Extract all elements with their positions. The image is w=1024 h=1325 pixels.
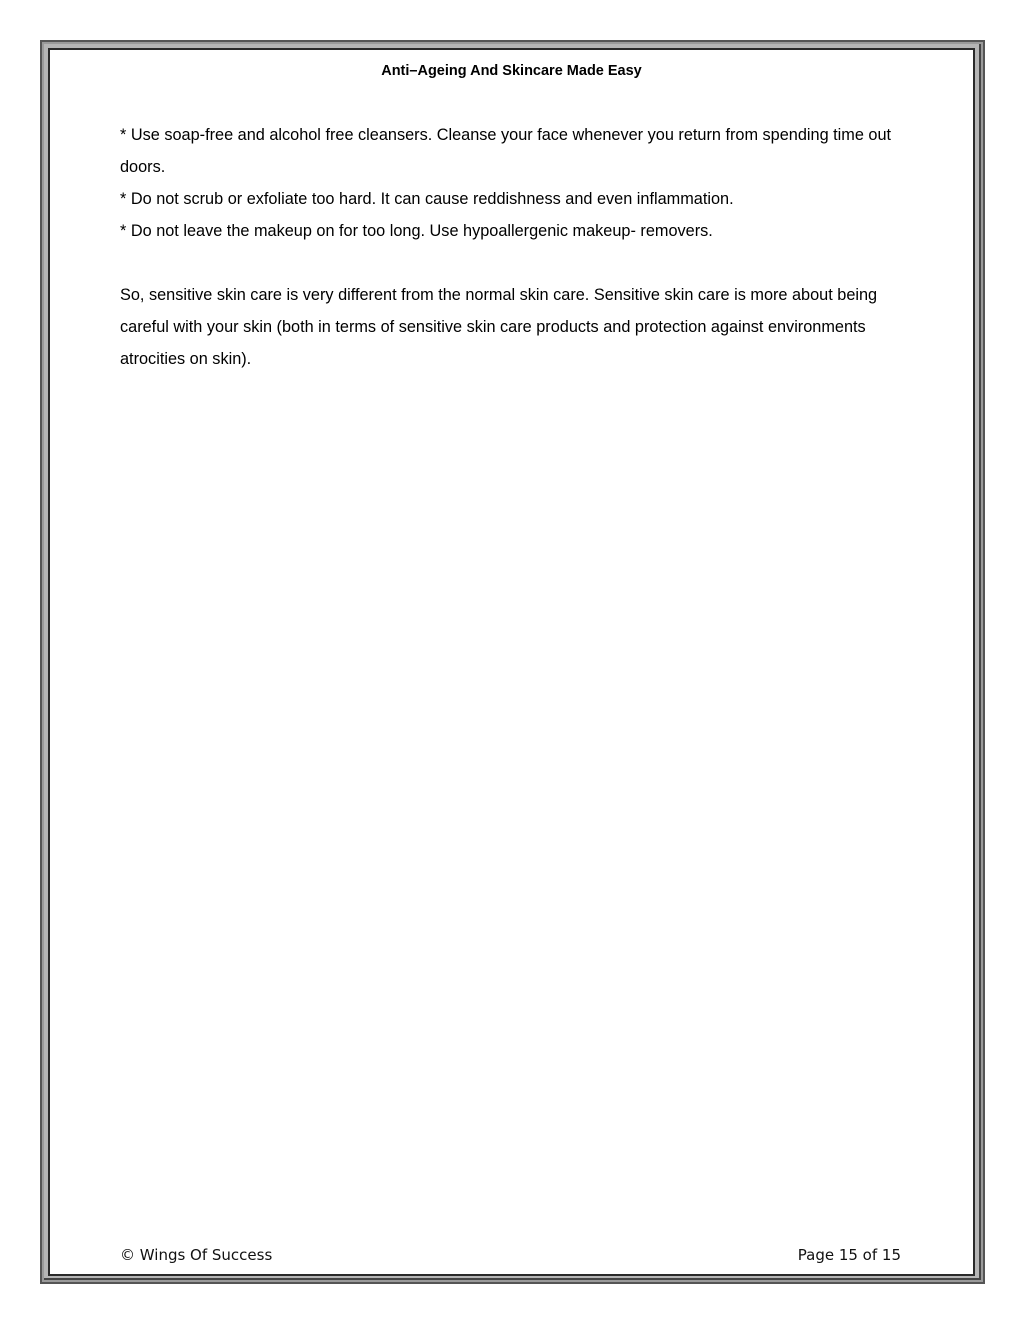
- page-header-title: Anti–Ageing And Skincare Made Easy: [381, 63, 642, 79]
- paragraph-spacer: [120, 247, 910, 279]
- footer-page-number: Page 15 of 15: [797, 1246, 901, 1264]
- bullet-paragraph: * Do not scrub or exfoliate too hard. It can cause reddishness and even inflammation.: [120, 190, 734, 208]
- page-content: [120, 119, 910, 375]
- document-page: [48, 48, 975, 1276]
- body-paragraph: So, sensitive skin care is very different from the normal skin care. Sensitive skin care is more about being careful with your skin (both in terms of sensitive skin care products and protection against environments atrocities on skin).: [120, 286, 878, 368]
- bullet-paragraph: * Do not leave the makeup on for too long. Use hypoallergenic makeup- removers.: [120, 222, 713, 240]
- footer-copyright: © Wings Of Success: [120, 1246, 273, 1264]
- page-footer: [120, 1245, 901, 1265]
- bullet-paragraph: * Use soap-free and alcohol free cleansers. Cleanse your face whenever you return from spending time out doors.: [120, 126, 892, 176]
